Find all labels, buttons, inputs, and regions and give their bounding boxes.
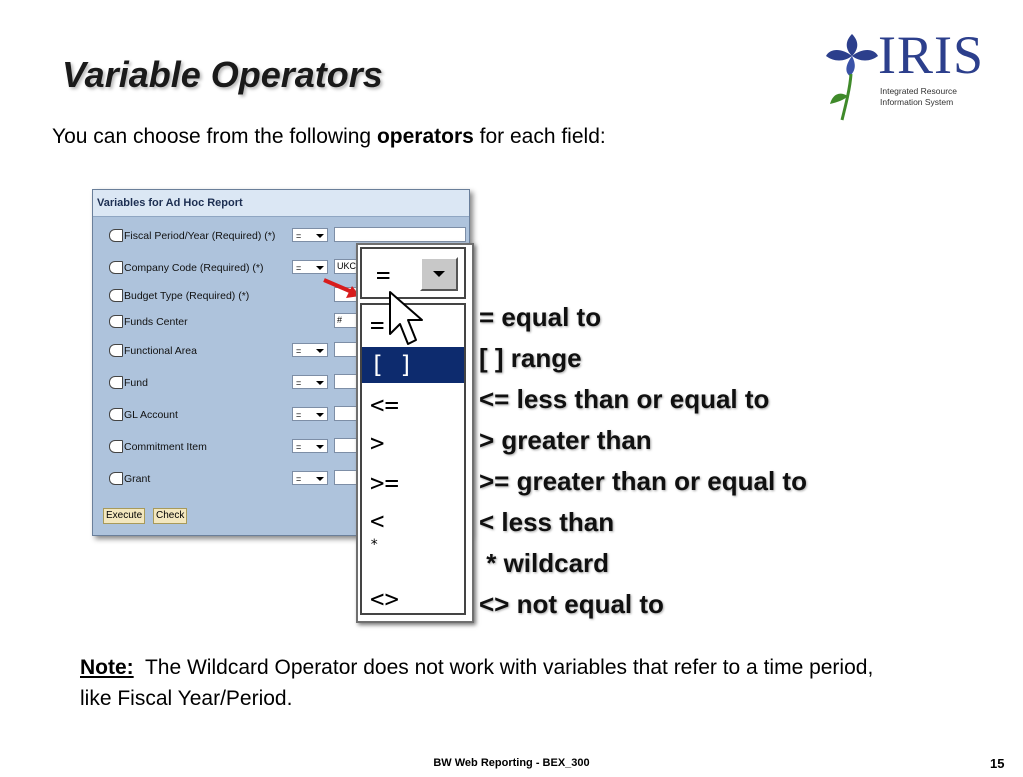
value-input-functional-area[interactable] — [334, 342, 358, 357]
operator-option-greater-equal[interactable]: >= — [370, 469, 399, 497]
operator-dropdown-current: = — [376, 261, 391, 289]
footer-text: BW Web Reporting - BEX_300 — [433, 757, 590, 769]
variable-icon — [109, 408, 123, 421]
value-input-company-code[interactable]: UKC — [334, 259, 358, 274]
variable-icon — [109, 229, 123, 242]
variable-label: Budget Type (Required) (*) — [124, 290, 250, 302]
variable-label: Fiscal Period/Year (Required) (*) — [124, 230, 276, 242]
operator-select-grant[interactable] — [292, 471, 328, 485]
chevron-down-icon — [316, 234, 324, 238]
chevron-down-icon — [316, 381, 324, 385]
operator-select-gl-account[interactable] — [292, 407, 328, 421]
note-label: Note: — [80, 656, 134, 679]
variable-label: GL Account — [124, 409, 178, 421]
operator-value: = — [296, 442, 302, 452]
variable-label: Commitment Item — [124, 441, 207, 453]
value-input-funds-center[interactable]: # — [334, 313, 358, 328]
dropdown-button[interactable] — [420, 257, 458, 291]
operator-select-functional-area[interactable] — [292, 343, 328, 357]
logo-subtitle-line2: Information System — [880, 97, 954, 107]
note-text — [80, 652, 910, 714]
legend-wildcard: * wildcard — [479, 548, 610, 578]
value-input-commitment-item[interactable] — [334, 438, 358, 453]
operator-value: = — [296, 231, 302, 241]
variable-row-functional-area — [109, 343, 197, 359]
variable-label: Fund — [124, 377, 148, 389]
legend-greater-equal: >= greater than or equal to — [479, 466, 807, 496]
note-body: The Wildcard Operator does not work with variables that refer to a time period, like Fiscal Year/Period. — [80, 656, 880, 710]
value-input-grant[interactable] — [334, 470, 358, 485]
operator-value: = — [296, 378, 302, 388]
logo-wordmark: IRIS — [878, 25, 985, 85]
panel-title: Variables for Ad Hoc Report — [93, 190, 469, 217]
mouse-cursor-icon — [388, 290, 428, 352]
variable-row-fund — [109, 375, 148, 391]
value-input-fiscal-period[interactable] — [334, 227, 466, 242]
operator-option-greater[interactable]: > — [370, 429, 385, 457]
iris-logo — [822, 25, 985, 126]
chevron-down-icon — [433, 271, 445, 277]
operator-value: = — [296, 410, 302, 420]
operator-option-less[interactable]: < — [370, 507, 385, 535]
check-button[interactable]: Check — [153, 508, 187, 524]
operator-value: = — [296, 474, 302, 484]
legend-range: [ ] range — [479, 343, 582, 373]
variable-label: Grant — [124, 473, 151, 485]
variable-label: Functional Area — [124, 345, 197, 357]
page-number: 15 — [990, 756, 1005, 771]
operator-select-fund[interactable] — [292, 375, 328, 389]
operator-select-commitment-item[interactable] — [292, 439, 328, 453]
operator-option-not-equal[interactable]: <> — [370, 585, 399, 613]
slide-title: Variable Operators — [62, 54, 383, 95]
legend-not-equal: <> not equal to — [479, 589, 664, 619]
variable-icon — [109, 344, 123, 357]
intro-text-end: for each field: — [473, 125, 606, 148]
variable-icon — [109, 289, 123, 302]
variable-label: Funds Center — [124, 316, 188, 328]
variable-label: Company Code (Required) (*) — [124, 262, 264, 274]
variable-icon — [109, 376, 123, 389]
variable-icon — [109, 261, 123, 274]
intro-text-bold: operators — [376, 125, 474, 148]
operator-value: = — [296, 346, 302, 356]
legend-less: < less than — [479, 507, 615, 537]
variable-icon — [109, 440, 123, 453]
operator-value: = — [296, 263, 302, 273]
value-input-fund[interactable] — [334, 374, 358, 389]
iris-flower-icon — [822, 26, 882, 126]
operator-option-range[interactable]: [ ] — [362, 347, 464, 383]
execute-button[interactable]: Execute — [103, 508, 145, 524]
chevron-down-icon — [316, 477, 324, 481]
logo-subtitle-line1: Integrated Resource — [880, 86, 958, 96]
variable-row-company-code — [109, 260, 263, 276]
operator-select-fiscal-period[interactable] — [292, 228, 328, 242]
chevron-down-icon — [316, 349, 324, 353]
operator-option-less-equal[interactable]: <= — [370, 391, 399, 419]
variable-row-grant — [109, 471, 150, 487]
operator-select-company-code[interactable] — [292, 260, 328, 274]
variable-row-funds-center — [109, 314, 188, 330]
variable-icon — [109, 315, 123, 328]
legend-less-equal: <= less than or equal to — [479, 384, 770, 414]
logo-subtitle — [880, 86, 957, 108]
variable-row-budget-type — [109, 288, 249, 304]
operator-option-wildcard[interactable]: * — [370, 537, 379, 553]
value-input-gl-account[interactable] — [334, 406, 358, 421]
variable-row-gl-account — [109, 407, 178, 423]
variable-icon — [109, 472, 123, 485]
chevron-down-icon — [316, 413, 324, 417]
intro-text — [52, 125, 606, 149]
chevron-down-icon — [316, 266, 324, 270]
legend-equal: = equal to — [479, 302, 602, 332]
chevron-down-icon — [316, 445, 324, 449]
variable-row-commitment-item — [109, 439, 207, 455]
legend-greater: > greater than — [479, 425, 652, 455]
variable-row-fiscal-period — [109, 228, 275, 244]
intro-text-start: You can choose from the following — [52, 125, 377, 148]
operator-option-equal[interactable]: = — [370, 311, 385, 339]
